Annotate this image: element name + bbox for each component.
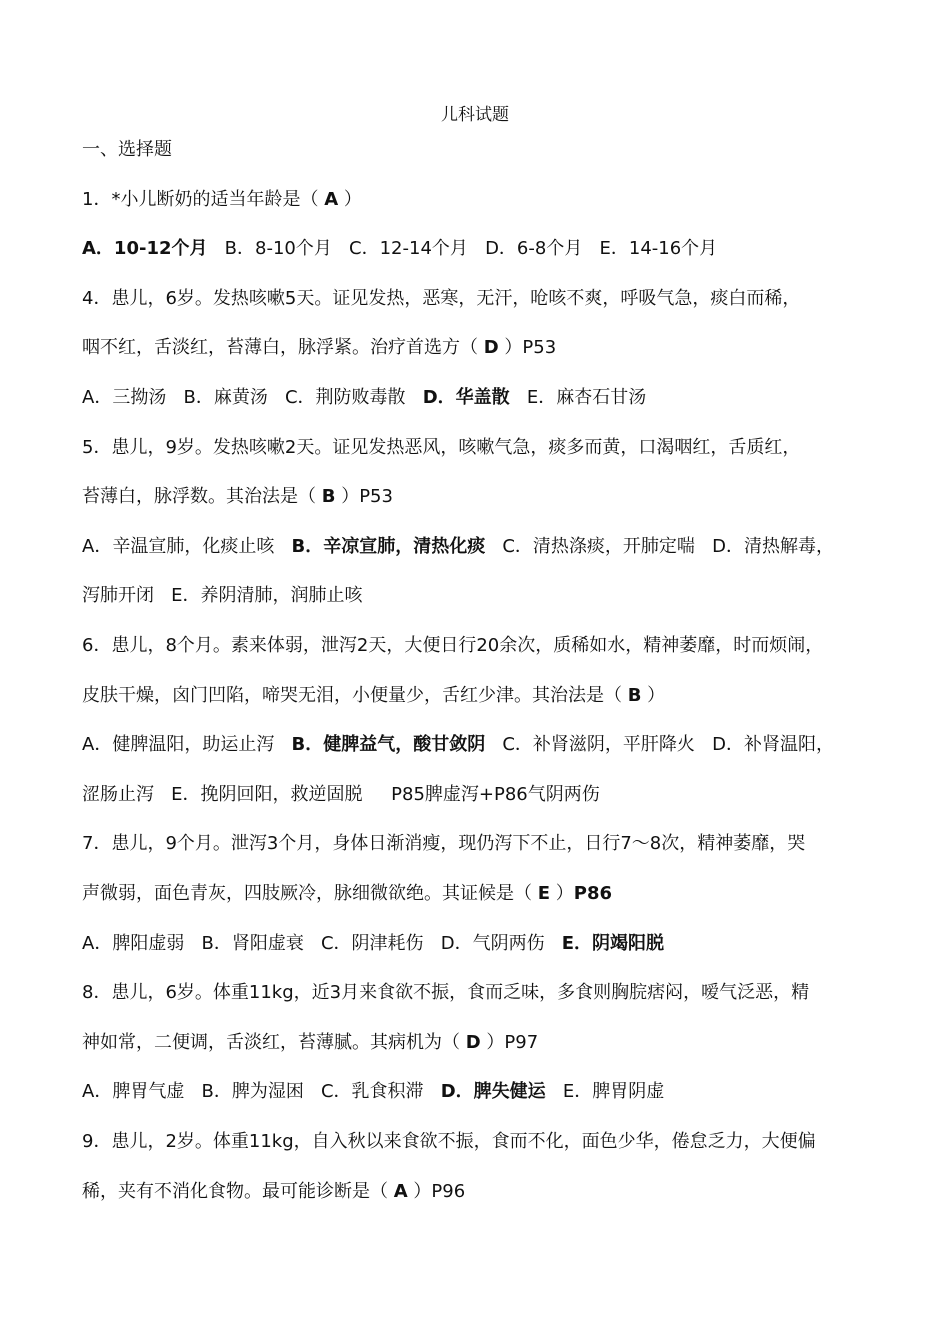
text-line [82, 535, 882, 559]
answer-text: A．10-12个月 [82, 238, 208, 260]
text-line [82, 832, 882, 856]
line-text: A．脾胃气虚 B．脾为湿困 C．乳食积滞 [82, 1081, 441, 1103]
answer-text: E．阴竭阳脱 [561, 932, 665, 954]
text-line [82, 882, 882, 906]
line-text: ） [550, 883, 574, 904]
text-line [82, 733, 882, 757]
line-text: 声微弱，面色青灰，四肢厥冷，脉细微欲绝。其证候是（ [82, 883, 538, 904]
line-text: 涩肠止泻 E．挽阴回阳，救逆固脱 P85脾虚泻+P86气阴两伤 [82, 783, 600, 805]
line-text: 1．*小儿断奶的适当年龄是（ [82, 188, 325, 210]
answer-text: B [627, 684, 642, 706]
answer-text: B．健脾益气，酸甘敛阴 [291, 734, 486, 756]
text-line [82, 1130, 882, 1154]
section-heading: 一、选择题 [82, 139, 172, 160]
text-line [82, 287, 882, 311]
line-text: 皮肤干燥，囟门凹陷，啼哭无泪，小便量少，舌红少津。其治法是（ [82, 684, 628, 706]
line-text: 咽不红，舌淡红，苔薄白，脉浮紧。治疗首选方（ [82, 337, 484, 359]
text-line [82, 634, 882, 658]
answer-text: E [537, 883, 551, 904]
line-text: ） [641, 684, 666, 706]
answer-text: A [324, 188, 339, 210]
line-text: A．辛温宣肺，化痰止咳 [82, 535, 292, 557]
answer-text: D．脾失健运 [440, 1081, 546, 1103]
answer-text: P86 [573, 883, 613, 904]
line-text: 稀，夹有不消化食物。最可能诊断是（ [82, 1180, 394, 1202]
line-text: A．健脾温阳，助运止泻 [82, 734, 292, 756]
line-text: ）P53 [498, 337, 557, 359]
line-text: ）P97 [480, 1031, 539, 1053]
line-text: 5．患儿，9岁。发热咳嗽2天。证见发热恶风，咳嗽气急，痰多而黄，口渴咽红，舌质红， [82, 436, 801, 458]
line-text: 7．患儿，9个月。泄泻3个月，身体日渐消瘦，现仍泻下不止，日行7～8次，精神萎靡，哭 [82, 833, 806, 855]
text-line [82, 336, 882, 360]
answer-text: A [393, 1180, 408, 1202]
answer-text: D．华盖散 [422, 387, 510, 408]
text-line [82, 684, 882, 708]
line-text: 6．患儿，8个月。素来体弱，泄泻2天，大便日行20余次，质稀如水，精神萎靡，时而烦闹， [82, 635, 824, 656]
text-line [82, 1031, 882, 1055]
line-text: ）P96 [407, 1180, 466, 1202]
line-text: C．清热涤痰，开肺定喘 D．清热解毒， [485, 535, 834, 557]
answer-text: B．辛凉宣肺，清热化痰 [291, 535, 486, 557]
text-line [82, 981, 882, 1005]
text-line [82, 436, 882, 460]
line-text: ） [338, 188, 362, 210]
line-text: ）P53 [335, 486, 393, 508]
text-line [82, 386, 882, 410]
line-text: 泻肺开闭 E．养阴清肺，润肺止咳 [82, 585, 363, 607]
line-text: E．麻杏石甘汤 [509, 387, 647, 408]
line-text: 苔薄白，脉浮数。其治法是（ [82, 486, 322, 508]
text-line [82, 932, 882, 956]
answer-text: D [465, 1031, 481, 1053]
line-text: B．8-10个月 C．12-14个月 D．6-8个月 E．14-16个月 [207, 238, 718, 260]
line-text: A．三拗汤 B．麻黄汤 C．荆防败毒散 [82, 387, 423, 408]
text-line [82, 188, 882, 212]
line-text: A．脾阳虚弱 B．肾阳虚衰 C．阴津耗伤 D．气阴两伤 [82, 932, 562, 954]
text-line [82, 1080, 882, 1104]
answer-text: D [483, 337, 499, 359]
text-line [82, 783, 882, 807]
answer-text: B [321, 486, 336, 508]
line-text: C．补肾滋阴，平肝降火 D．补肾温阳， [485, 734, 834, 756]
page-title: 儿科试题 [441, 105, 509, 125]
text-line [82, 1180, 882, 1204]
line-text: 8．患儿，6岁。体重11kg，近3月来食欲不振，食而乏味，多食则胸脘痞闷，嗳气泛恶，精 [82, 982, 810, 1004]
text-line [82, 485, 882, 509]
text-line [82, 237, 882, 261]
line-text: E．脾胃阴虚 [545, 1081, 665, 1103]
text-line [82, 584, 882, 608]
line-text: 神如常，二便调，舌淡红，苔薄腻。其病机为（ [82, 1031, 466, 1053]
line-text: 4．患儿，6岁。发热咳嗽5天。证见发热，恶寒，无汗，呛咳不爽，呼吸气急，痰白而稀， [82, 287, 801, 309]
line-text: 9．患儿，2岁。体重11kg，自入秋以来食欲不振，食而不化，面色少华，倦怠乏力，大便偏 [82, 1131, 816, 1152]
